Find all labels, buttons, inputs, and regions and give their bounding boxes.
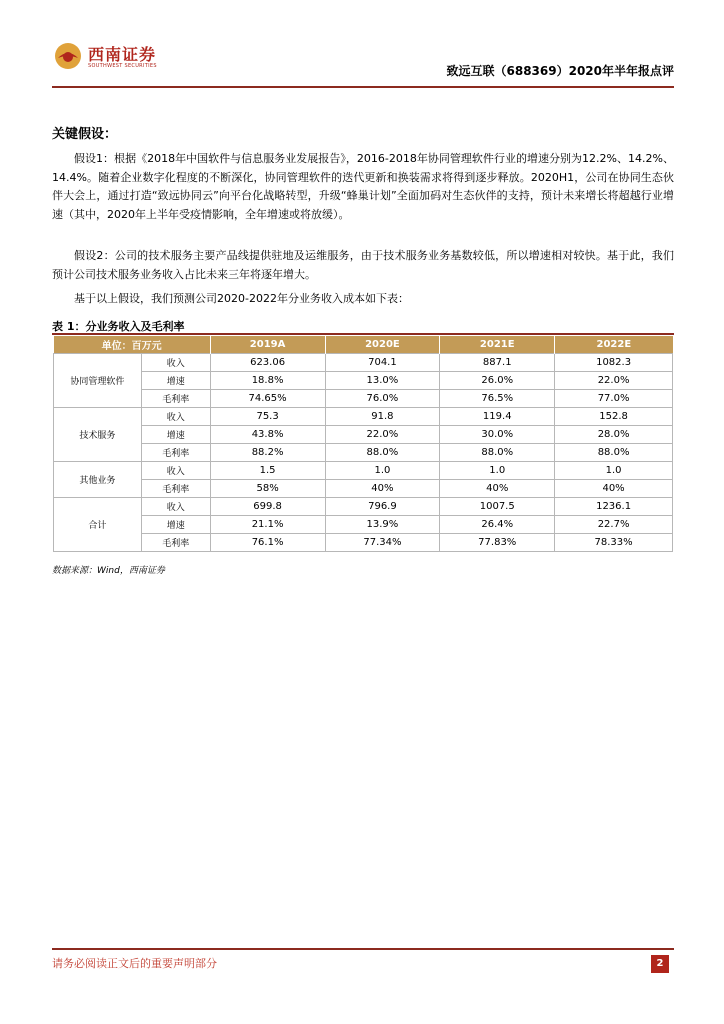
table-row	[54, 462, 673, 480]
table-row	[54, 444, 673, 462]
table-cell: 1082.3	[555, 354, 673, 372]
table-row	[54, 480, 673, 498]
table-cell: 1.0	[440, 462, 555, 480]
paragraph-assumption-2: 假设2：公司的技术服务主要产品线提供驻地及运维服务，由于技术服务业务基数较低，所以增速相对较快。基于此，我们预计公司技术服务业务收入占比未来三年将逐年增大。	[52, 249, 674, 281]
table-header-row	[54, 336, 673, 354]
table-cell: 1236.1	[555, 498, 673, 516]
table-cell: 76.1%	[210, 534, 325, 552]
logo-chinese-name: 西南证券	[88, 45, 157, 64]
paragraph-assumption-1: 假设1：根据《2018年中国软件与信息服务业发展报告》，2016-2018年协同管理软件行业的增速分别为12.2%、14.2%、14.4%。随着企业数字化程度的不断深化，协同管理软件的迭代更新和换装需求将得到逐步释放。2020H1，公司在协同生态伙伴大会上，通过打造“致远协同云”向平台化战略转型，升级“蜂巢计划”全面加码对生态伙伴的支持，预计未来增长将超越行业增速（其中，2020年上半年受疫情影响，全年增速或将放缓）。	[52, 152, 674, 221]
table-cell: 88.0%	[325, 444, 440, 462]
segment-name: 技术服务	[54, 408, 142, 462]
footer-disclaimer: 请务必阅读正文后的重要声明部分	[52, 957, 217, 970]
segment-name: 合计	[54, 498, 142, 552]
table-row	[54, 516, 673, 534]
segment-name: 协同管理软件	[54, 354, 142, 408]
metric-label: 收入	[141, 408, 210, 426]
year-header: 2020E	[325, 336, 440, 354]
table-cell: 40%	[555, 480, 673, 498]
unit-header: 单位：百万元	[54, 336, 211, 354]
table-cell: 623.06	[210, 354, 325, 372]
table-cell: 1.0	[555, 462, 673, 480]
logo-english-name: SOUTHWEST SECURITIES	[88, 63, 157, 69]
table-row	[54, 498, 673, 516]
table-cell: 18.8%	[210, 372, 325, 390]
metric-label: 毛利率	[141, 480, 210, 498]
table-row	[54, 408, 673, 426]
table-cell: 88.2%	[210, 444, 325, 462]
logo-sun-icon	[54, 42, 82, 70]
header-divider	[52, 86, 674, 88]
table-cell: 1.5	[210, 462, 325, 480]
table-cell: 88.0%	[555, 444, 673, 462]
table-cell: 77.34%	[325, 534, 440, 552]
table-row	[54, 372, 673, 390]
report-title: 致远互联（688369）2020年半年报点评	[446, 64, 674, 78]
table-cell: 699.8	[210, 498, 325, 516]
table-cell: 28.0%	[555, 426, 673, 444]
metric-label: 毛利率	[141, 534, 210, 552]
table-cell: 22.0%	[325, 426, 440, 444]
table-top-divider	[52, 333, 674, 335]
table-cell: 22.0%	[555, 372, 673, 390]
table-cell: 91.8	[325, 408, 440, 426]
table-cell: 1007.5	[440, 498, 555, 516]
table-cell: 26.4%	[440, 516, 555, 534]
year-header: 2021E	[440, 336, 555, 354]
table-cell: 704.1	[325, 354, 440, 372]
page-header	[52, 40, 674, 88]
table-row	[54, 390, 673, 408]
year-header: 2022E	[555, 336, 673, 354]
metric-label: 增速	[141, 516, 210, 534]
table-cell: 76.5%	[440, 390, 555, 408]
table-cell: 13.9%	[325, 516, 440, 534]
table-cell: 1.0	[325, 462, 440, 480]
table-row	[54, 426, 673, 444]
table-cell: 13.0%	[325, 372, 440, 390]
table-cell: 74.65%	[210, 390, 325, 408]
table-cell: 43.8%	[210, 426, 325, 444]
table-cell: 75.3	[210, 408, 325, 426]
table-cell: 22.7%	[555, 516, 673, 534]
table-row	[54, 534, 673, 552]
table-cell: 152.8	[555, 408, 673, 426]
table-cell: 26.0%	[440, 372, 555, 390]
table-cell: 40%	[440, 480, 555, 498]
table-title: 表 1：分业务收入及毛利率	[52, 320, 185, 333]
metric-label: 毛利率	[141, 444, 210, 462]
table-row	[54, 354, 673, 372]
table-cell: 21.1%	[210, 516, 325, 534]
segment-name: 其他业务	[54, 462, 142, 498]
table-cell: 30.0%	[440, 426, 555, 444]
table-cell: 119.4	[440, 408, 555, 426]
table-cell: 88.0%	[440, 444, 555, 462]
segment-revenue-table	[53, 336, 673, 552]
table-cell: 78.33%	[555, 534, 673, 552]
metric-label: 收入	[141, 462, 210, 480]
metric-label: 增速	[141, 426, 210, 444]
metric-label: 收入	[141, 498, 210, 516]
table-cell: 796.9	[325, 498, 440, 516]
footer-divider	[52, 948, 674, 950]
paragraph-forecast-intro: 基于以上假设，我们预测公司2020-2022年分业务收入成本如下表：	[74, 292, 409, 305]
table-cell: 77.83%	[440, 534, 555, 552]
company-logo	[52, 40, 202, 76]
table-cell: 58%	[210, 480, 325, 498]
table-cell: 77.0%	[555, 390, 673, 408]
metric-label: 毛利率	[141, 390, 210, 408]
table-cell: 887.1	[440, 354, 555, 372]
data-source-note: 数据来源：Wind，西南证券	[52, 566, 165, 576]
table-cell: 76.0%	[325, 390, 440, 408]
year-header: 2019A	[210, 336, 325, 354]
section-title: 关键假设：	[52, 127, 118, 142]
metric-label: 增速	[141, 372, 210, 390]
table-cell: 40%	[325, 480, 440, 498]
metric-label: 收入	[141, 354, 210, 372]
page-number: 2	[651, 955, 669, 973]
